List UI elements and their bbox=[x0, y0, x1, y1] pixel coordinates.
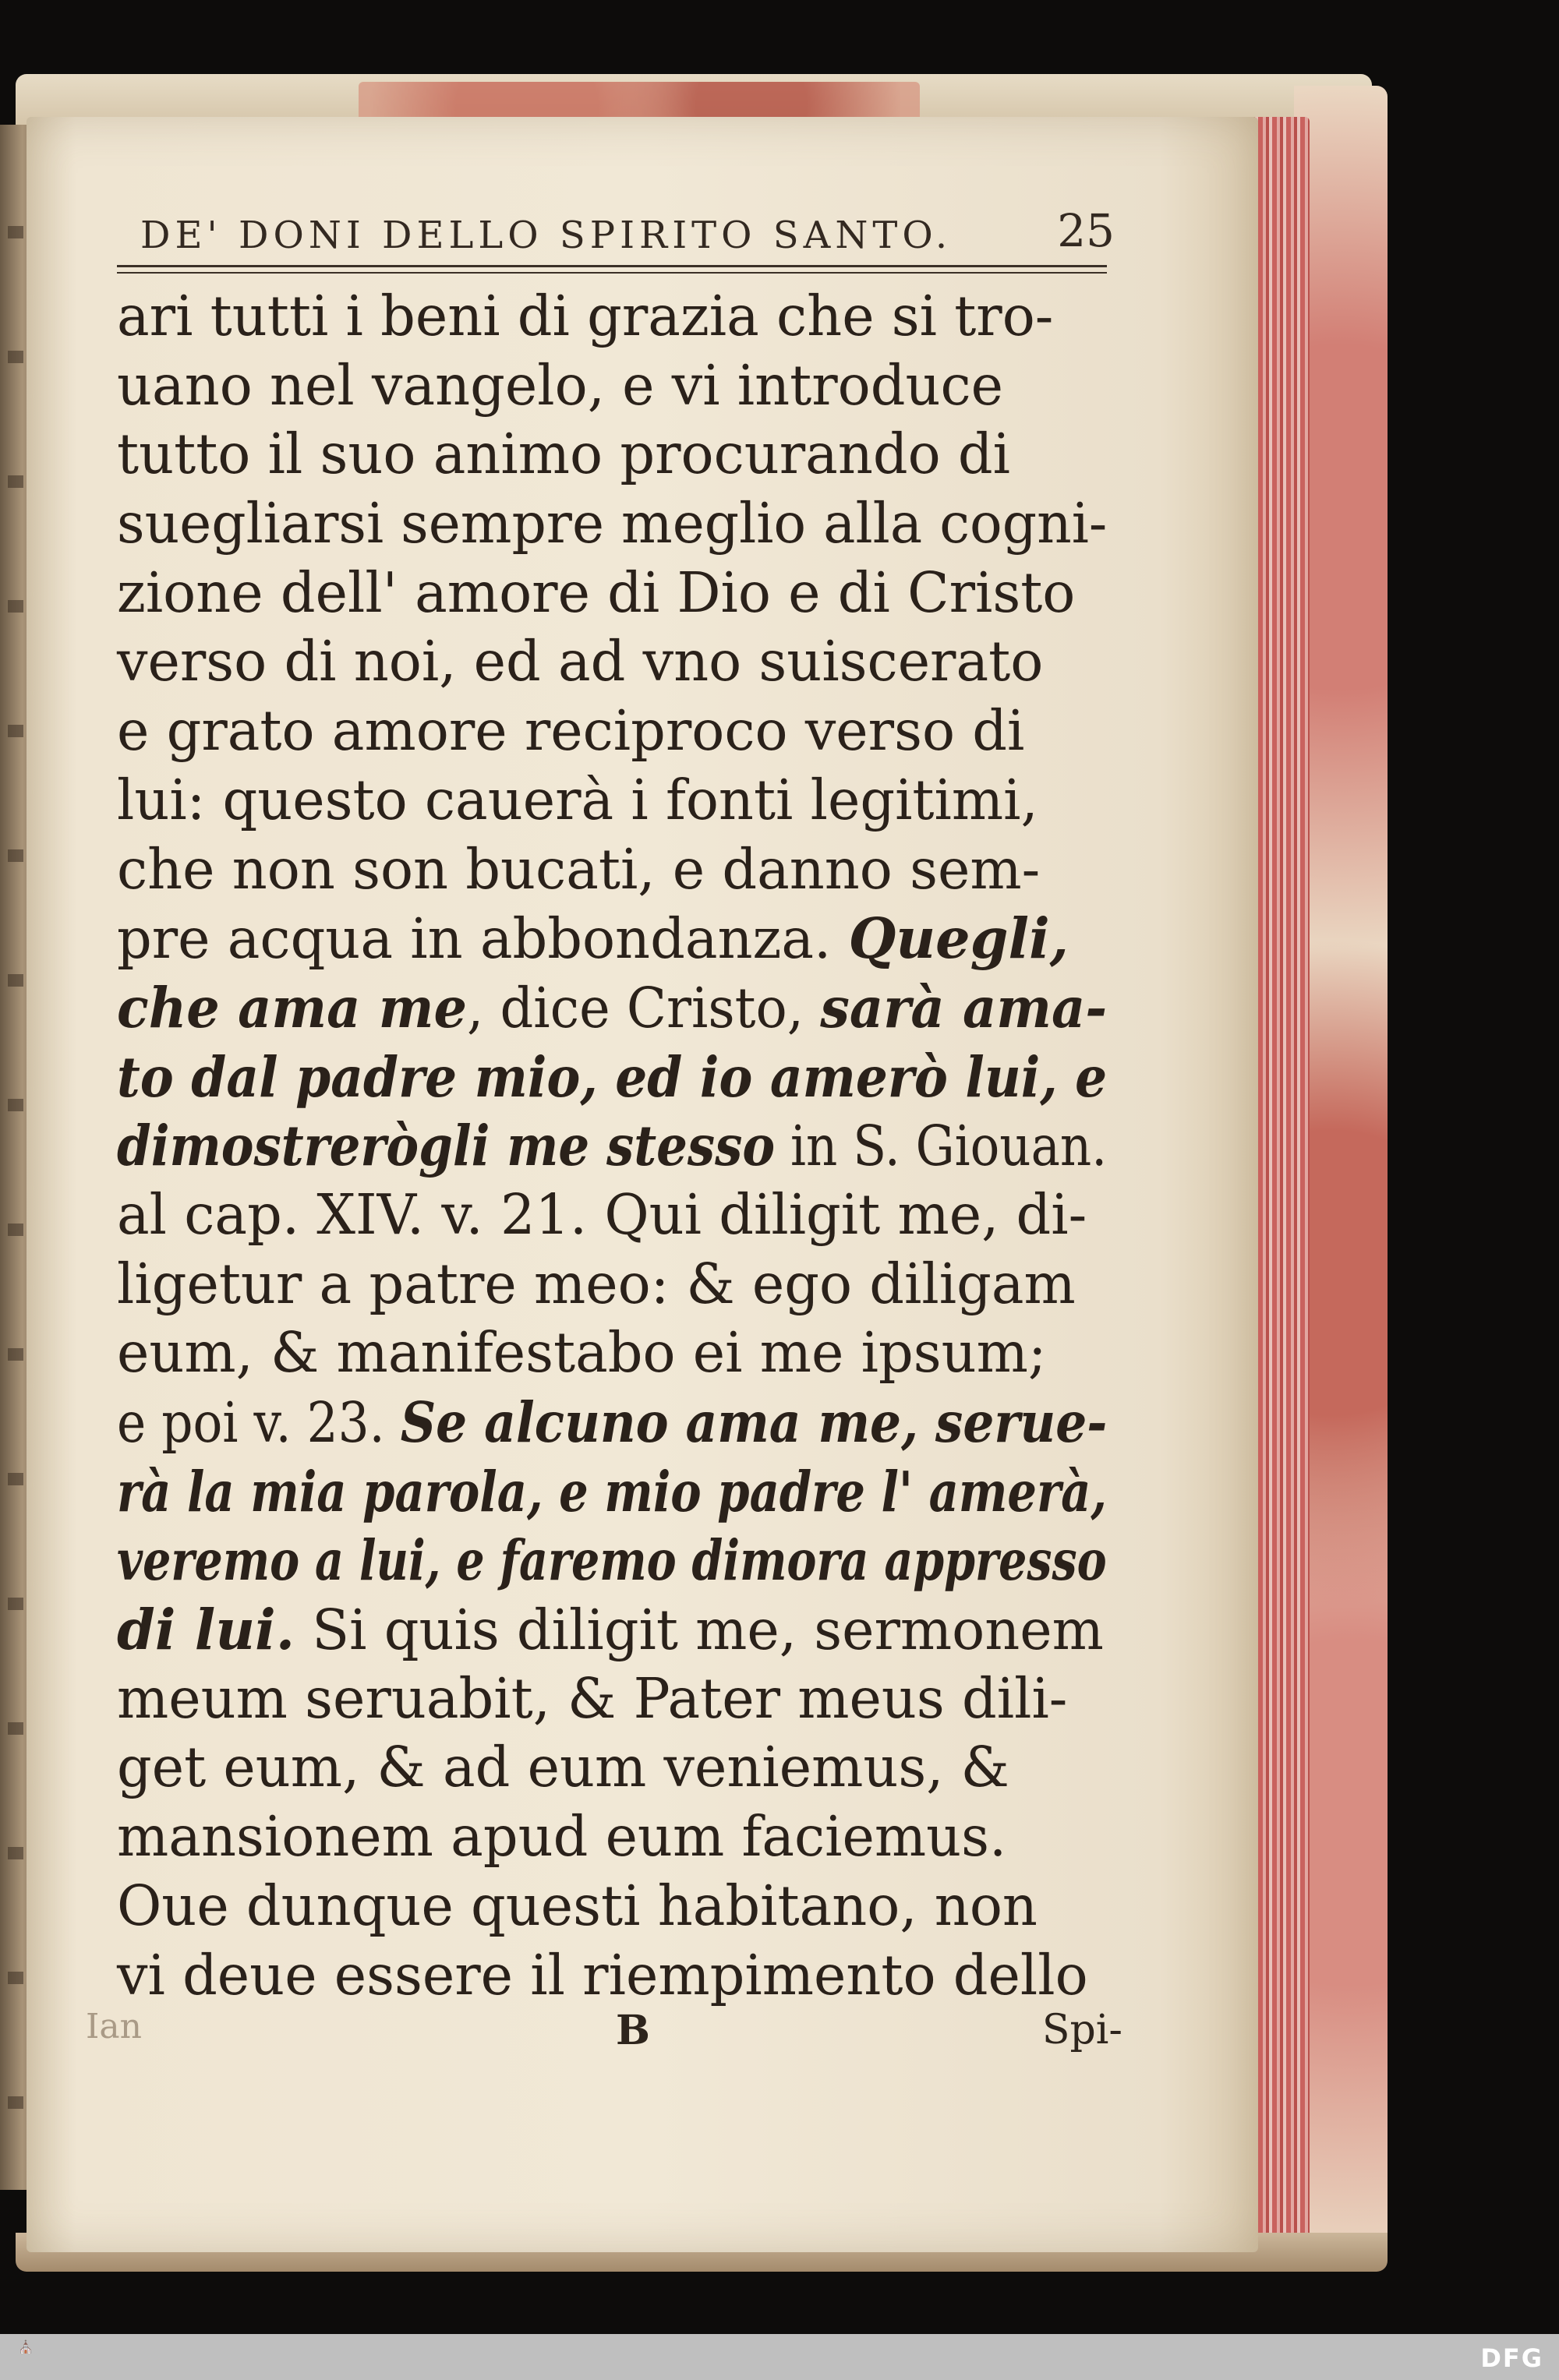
text-line bbox=[117, 1803, 1107, 1872]
text-line bbox=[117, 559, 1107, 628]
catchword: Spi- bbox=[1041, 2007, 1122, 2053]
text-span: mansionem apud eum faciemus. bbox=[117, 1804, 1007, 1870]
text-line bbox=[117, 282, 1107, 351]
text-line bbox=[117, 420, 1107, 489]
text-line bbox=[117, 489, 1108, 559]
text-span: che non son bucati, e danno sem- bbox=[117, 836, 1041, 902]
text-span: , dice Cristo, bbox=[466, 975, 821, 1040]
text-line bbox=[117, 1733, 1107, 1803]
italic-span: che ama me bbox=[117, 974, 467, 1040]
text-span: lui: questo cauerà i fonti legitimi, bbox=[117, 767, 1038, 832]
italic-span: Se alcuno ama me, serue- bbox=[400, 1390, 1108, 1455]
text-line bbox=[117, 1250, 1107, 1319]
text-span: zione dell' amore di Dio e di Cristo bbox=[117, 560, 1076, 625]
text-span: tutto il suo animo procurando di bbox=[117, 422, 1010, 487]
text-line bbox=[117, 1388, 1108, 1457]
text-line bbox=[117, 697, 1107, 766]
text-span: eum, & manifestabo ei me ipsum; bbox=[117, 1320, 1047, 1386]
text-span: in S. Giouan. bbox=[775, 1114, 1108, 1179]
text-line bbox=[117, 1665, 1107, 1734]
text-span: al cap. XIV. v. 21. Qui diligit me, di- bbox=[117, 1181, 1087, 1247]
text-span: e poi v. 23. bbox=[117, 1390, 401, 1455]
text-span: get eum, & ad eum veniemus, & bbox=[117, 1735, 1009, 1800]
page-number: 25 bbox=[1057, 204, 1115, 257]
viewer-status-bar bbox=[0, 2334, 1559, 2380]
italic-span: sarà ama- bbox=[820, 974, 1108, 1040]
italic-span: to dal padre mio, ed io amerò lui, e bbox=[117, 1043, 1108, 1110]
text-line bbox=[117, 627, 1107, 697]
text-line bbox=[117, 904, 1107, 973]
text-span: e grato amore reciproco verso di bbox=[117, 698, 1025, 764]
header-rule bbox=[117, 265, 1107, 274]
body-text bbox=[117, 282, 1122, 2010]
text-line bbox=[117, 1319, 1107, 1388]
text-span: pre acqua in abbondanza. bbox=[117, 906, 849, 972]
running-head-title: DE' DONI DELLO SPIRITO SANTO. bbox=[140, 214, 953, 257]
text-line bbox=[117, 351, 1107, 421]
text-line bbox=[117, 973, 1108, 1043]
text-span: Oue dunque questi habitano, non bbox=[117, 1873, 1038, 1938]
text-line bbox=[117, 1111, 1108, 1181]
italic-span: di lui. bbox=[117, 1597, 295, 1663]
text-line bbox=[117, 1457, 1107, 1527]
text-line bbox=[117, 1043, 1108, 1112]
italic-span: dimostrerògli me stesso bbox=[117, 1113, 776, 1179]
text-line bbox=[117, 1872, 1107, 1941]
text-span: Si quis diligit me, sermonem bbox=[295, 1598, 1104, 1663]
text-line bbox=[117, 766, 1107, 835]
italic-span: veremo a lui, e faremo dimora appresso bbox=[117, 1527, 1107, 1594]
left-page-marks bbox=[8, 171, 23, 2120]
text-span: ari tutti i beni di grazia che si tro- bbox=[117, 284, 1054, 348]
page-footer bbox=[86, 2007, 1122, 2077]
show-through-text: Ian bbox=[86, 2007, 142, 2046]
signature-mark: B bbox=[616, 2007, 650, 2054]
dfg-logo: DFG bbox=[1480, 2343, 1543, 2373]
text-span: uano nel vangelo, e vi introduce bbox=[117, 352, 1004, 418]
library-logo-icon: ⛪ bbox=[18, 2339, 34, 2354]
text-span: suegliarsi sempre meglio alla cogni- bbox=[117, 491, 1108, 556]
italic-span: rà la mia parola, e mio padre l' amerà, bbox=[117, 1458, 1107, 1524]
text-line bbox=[117, 1526, 1107, 1595]
text-span: verso di noi, ed ad vno suiscerato bbox=[117, 629, 1044, 694]
running-head bbox=[140, 187, 1115, 257]
italic-span: Quegli, bbox=[848, 906, 1069, 972]
text-line bbox=[117, 1595, 1107, 1665]
text-span: meum seruabit, & Pater meus dili- bbox=[117, 1665, 1068, 1731]
text-line bbox=[117, 1181, 1107, 1250]
text-span: ligetur a patre meo: & ego diligam bbox=[117, 1251, 1076, 1316]
text-line bbox=[117, 835, 1107, 905]
text-span: vi deue essere il riempimento dello bbox=[117, 1942, 1088, 2007]
text-line bbox=[117, 1941, 1107, 2011]
